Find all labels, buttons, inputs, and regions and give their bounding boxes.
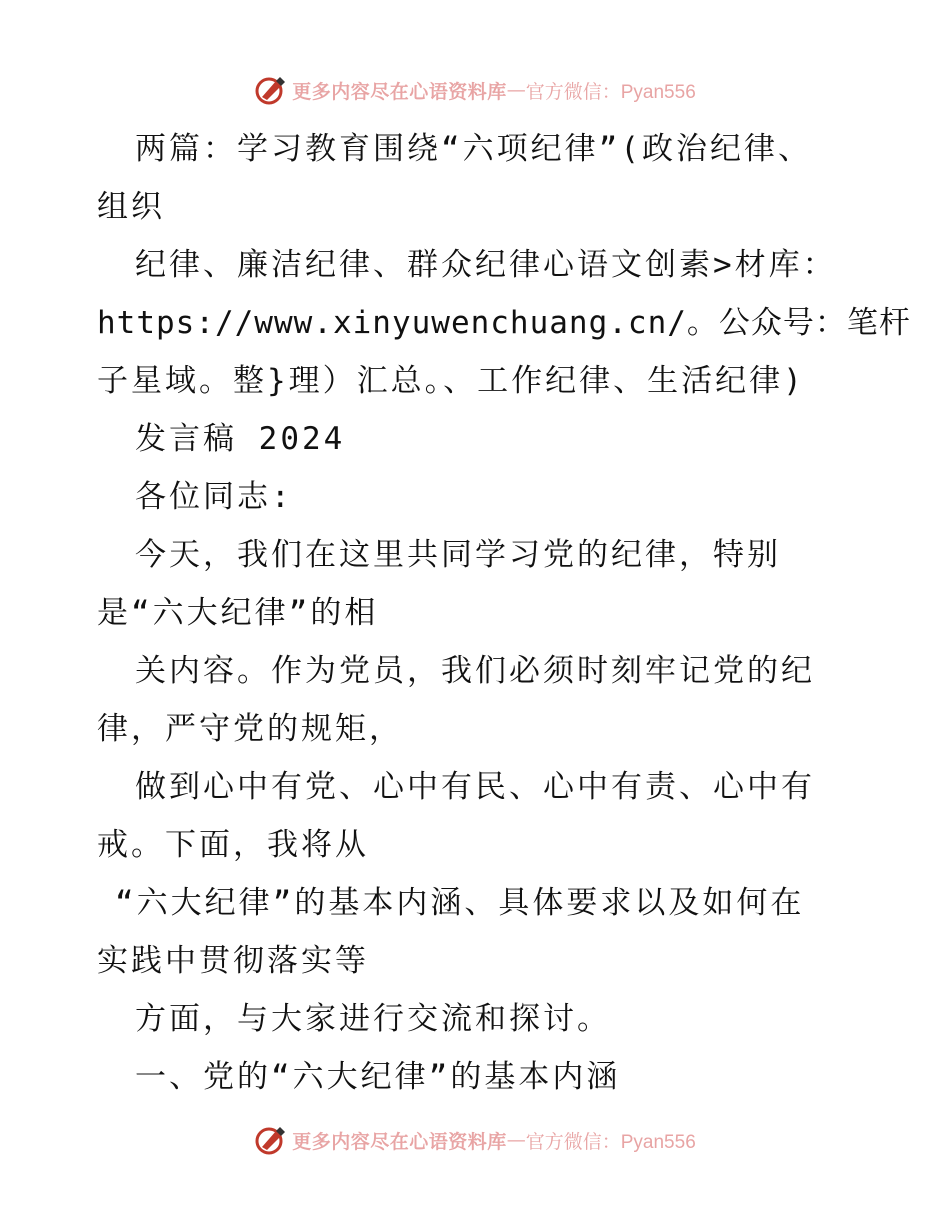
text-line: 关内容。作为党员，我们必须时刻牢记党的纪	[135, 653, 815, 689]
text-line: 纪律、廉洁纪律、群众纪律心语文创素>材库：	[135, 247, 837, 283]
text-line: 方面，与大家进行交流和探讨。	[135, 1001, 611, 1037]
text-line: 一、党的“六大纪律”的基本内涵	[135, 1059, 621, 1095]
header-watermark	[0, 70, 950, 110]
text-line: 律，严守党的规矩，	[97, 711, 403, 747]
text-line: 组织	[97, 189, 165, 225]
watermark-brand: 更多内容尽在心语资料库	[292, 1130, 507, 1153]
text-line: “六大纪律”的基本内涵、具体要求以及如何在	[115, 885, 805, 921]
text-line: 是“六大纪律”的相	[97, 595, 379, 631]
watermark-brand: 更多内容尽在心语资料库	[292, 80, 507, 103]
footer-watermark	[0, 1120, 950, 1160]
text-line: 戒。下面，我将从	[97, 827, 369, 863]
text-line: 各位同志:	[135, 479, 293, 515]
text-line: 子星域。整}理）汇总。、工作纪律、生活纪律)	[97, 363, 805, 399]
watermark-separator: —	[506, 79, 526, 101]
text-line: 发言稿 2024	[135, 421, 346, 457]
text-line: 做到心中有党、心中有民、心中有责、心中有	[135, 769, 815, 805]
text-line: 今天，我们在这里共同学习党的纪律，特别	[135, 537, 781, 573]
pen-nib-circle-logo-icon	[254, 1123, 288, 1157]
watermark-contact: 官方微信：Pyan556	[525, 81, 696, 103]
pen-nib-circle-logo-icon	[254, 73, 288, 107]
text-line: https://www.xinyuwenchuang.cn/。公众号：笔杆	[97, 305, 911, 341]
text-line: 实践中贯彻落实等	[97, 943, 369, 979]
text-line: 两篇：学习教育围绕“六项纪律”(政治纪律、	[135, 131, 812, 167]
watermark-separator: —	[506, 1129, 526, 1151]
watermark-contact: 官方微信：Pyan556	[525, 1131, 696, 1153]
